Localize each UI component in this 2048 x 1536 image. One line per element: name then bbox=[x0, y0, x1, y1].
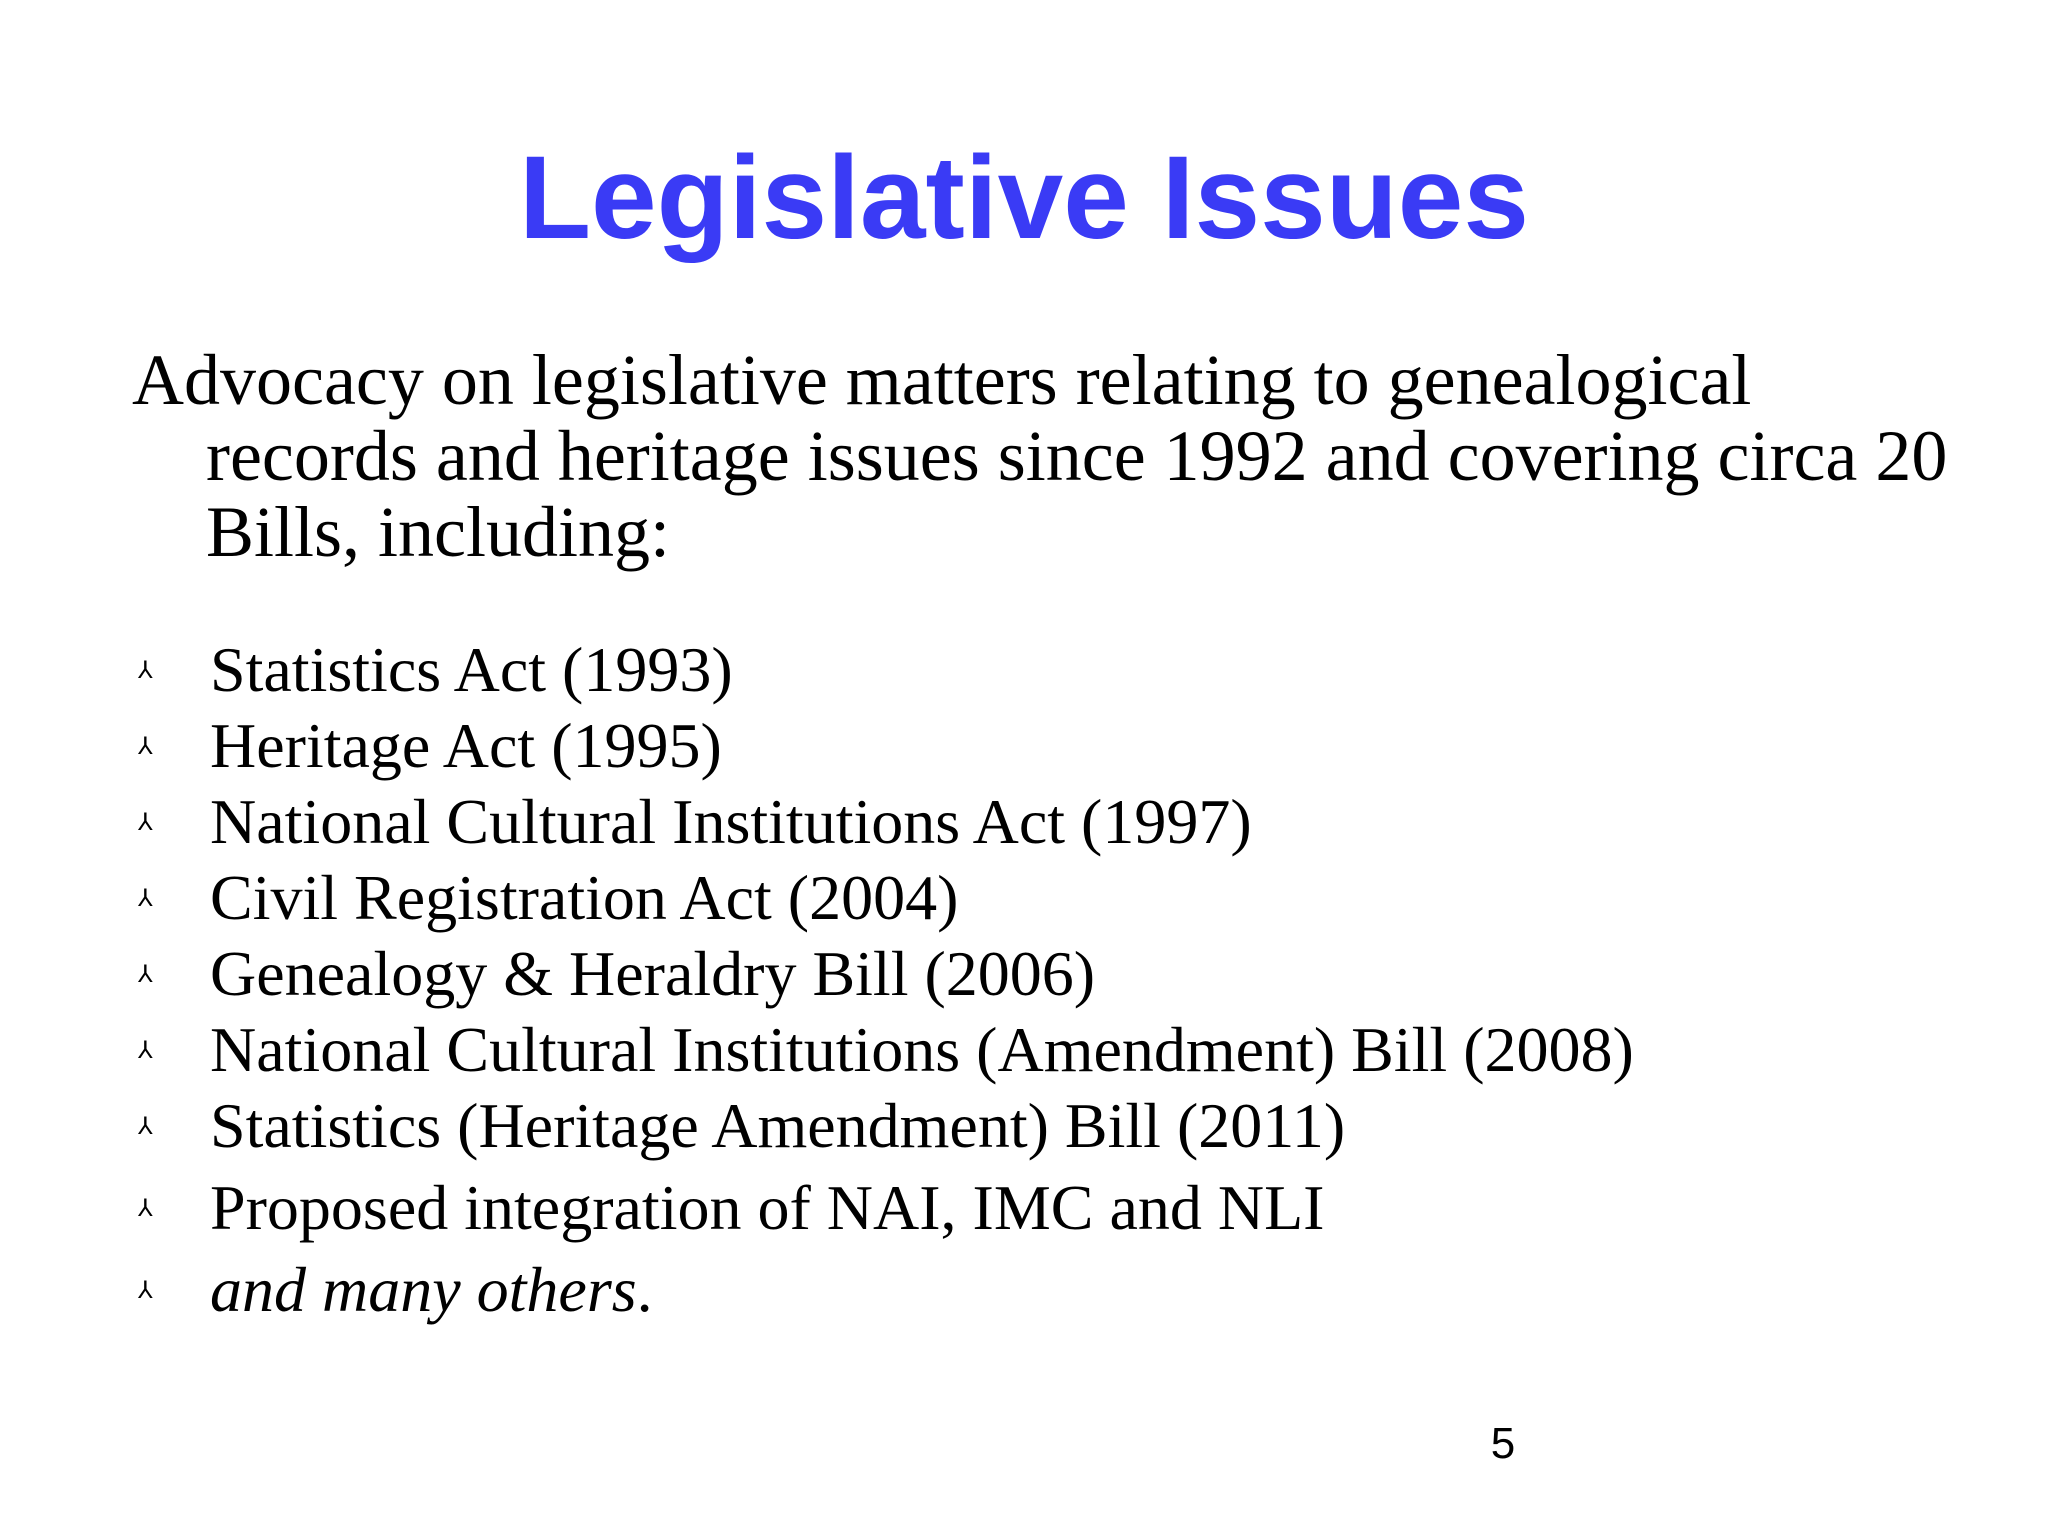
slide-title: Legislative Issues bbox=[518, 132, 1530, 264]
bullet-text: Statistics (Heritage Amendment) Bill (2011) bbox=[210, 1090, 1346, 1161]
triangle-bullet-icon: ⅄ bbox=[138, 1276, 153, 1304]
triangle-bullet-icon: ⅄ bbox=[138, 1112, 153, 1140]
triangle-bullet-icon: ⅄ bbox=[138, 884, 153, 912]
bullet-text-italic: and many others bbox=[210, 1254, 637, 1325]
bullet-item bbox=[132, 1088, 1634, 1164]
bullet-item bbox=[132, 708, 1634, 784]
triangle-bullet-icon: ⅄ bbox=[138, 1194, 153, 1222]
bullet-text: Civil Registration Act (2004) bbox=[210, 862, 959, 933]
bullet-item bbox=[132, 1170, 1634, 1246]
triangle-bullet-icon: ⅄ bbox=[138, 656, 153, 684]
triangle-bullet-icon: ⅄ bbox=[138, 808, 153, 836]
bullet-item bbox=[132, 784, 1634, 860]
bullet-text: Proposed integration of NAI, IMC and NLI bbox=[210, 1172, 1325, 1243]
intro-paragraph: Advocacy on legislative matters relating to genealogical records and heritage issues since 1992 and covering circa 20 Bills, including: bbox=[132, 340, 1948, 572]
bullet-text: National Cultural Institutions Act (1997) bbox=[210, 786, 1252, 857]
bullet-text: Statistics Act (1993) bbox=[210, 634, 733, 705]
triangle-bullet-icon: ⅄ bbox=[138, 1036, 153, 1064]
bullet-text: Heritage Act (1995) bbox=[210, 710, 722, 781]
bullet-text-suffix: . bbox=[636, 1254, 653, 1325]
bullet-list bbox=[132, 632, 1634, 1328]
page-number: 5 bbox=[1490, 1419, 1516, 1468]
bullet-item bbox=[132, 1012, 1634, 1088]
triangle-bullet-icon: ⅄ bbox=[138, 960, 153, 988]
triangle-bullet-icon: ⅄ bbox=[138, 732, 153, 760]
bullet-text: Genealogy & Heraldry Bill (2006) bbox=[210, 938, 1096, 1009]
bullet-text: National Cultural Institutions (Amendment) Bill (2008) bbox=[210, 1014, 1634, 1085]
bullet-item bbox=[132, 632, 1634, 708]
bullet-item bbox=[132, 936, 1634, 1012]
bullet-item bbox=[132, 860, 1634, 936]
bullet-item bbox=[132, 1252, 1634, 1328]
